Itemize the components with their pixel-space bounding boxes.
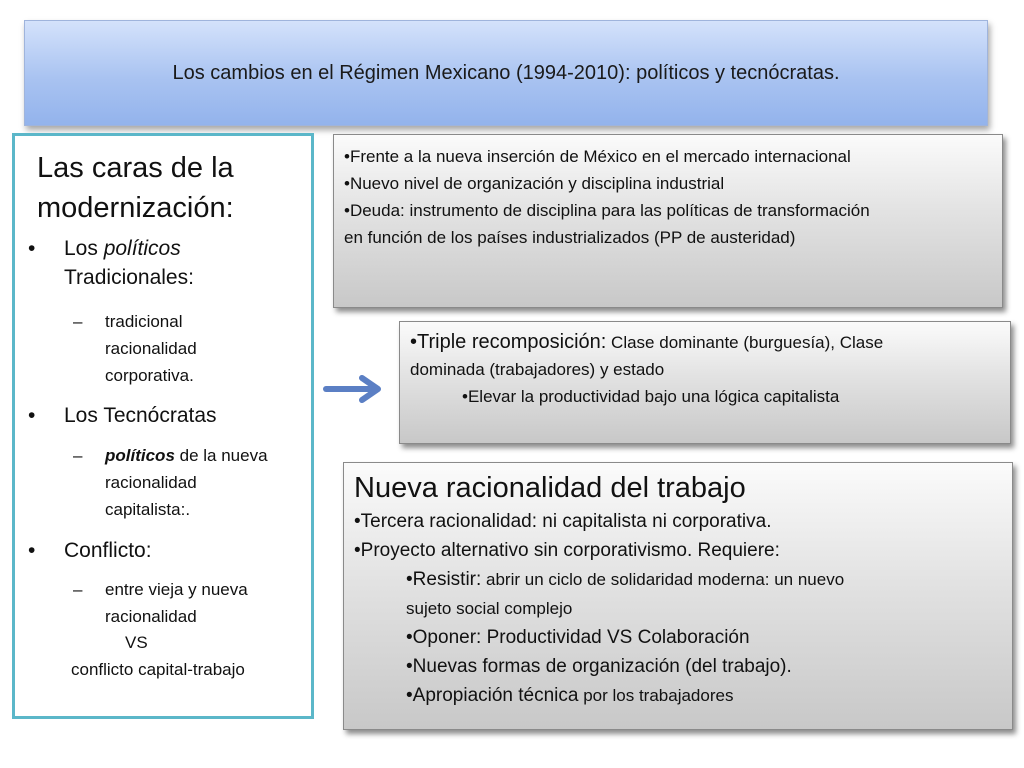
new-rationality-heading: Nueva racionalidad del trabajo — [354, 472, 746, 504]
recomposition-box: •Triple recomposición: Clase dominante (burguesía), Clase dominada (trabajadores) y estado •Elevar la productividad bajo una lógica capitalista — [399, 321, 1011, 444]
new-rationality-box: Nueva racionalidad del trabajo •Tercera racionalidad: ni capitalista ni corporativa. •Proyecto alternativo sin corporativismo. Requiere: •Resistir: abrir un ciclo de solidaridad moderna: un nuevo sujeto social complejo •Oponer: Productividad VS Colaboración •Nuevas formas de organización (del trabajo). •Apropiación técnica por los trabajadores — [343, 462, 1013, 730]
slide-title: Los cambios en el Régimen Mexicano (1994-2010): políticos y tecnócratas. — [172, 61, 840, 84]
apropiacion-lead: •Apropiación técnica — [406, 685, 579, 706]
dash-marker: – — [73, 312, 83, 331]
emphasis-politicos-bold: políticos — [105, 446, 175, 465]
dash-marker: – — [73, 446, 83, 465]
nuevas-formas-line: •Nuevas formas de organización (del trabajo). — [406, 656, 792, 677]
heading-line-2: modernización: — [37, 192, 234, 224]
right-arrow-icon — [322, 374, 386, 404]
left-panel: Las caras de la modernización: • Los políticos Tradicionales: – tradicional racionalidad corporativa. • Los Tecnócratas – políticos de la nueva racionalidad capitalista:. • Conflicto: – entre vieja y nueva racionalidad VS conflicto capital-trabajo — [12, 133, 314, 719]
title-box — [24, 20, 988, 126]
context-line: •Deuda: instrumento de disciplina para las políticas de transformación — [344, 201, 870, 220]
context-line: •Nuevo nivel de organización y disciplina industrial — [344, 174, 725, 193]
emphasis-politicos: políticos — [103, 237, 181, 260]
bullet-marker: • — [28, 404, 36, 427]
context-line: •Frente a la nueva inserción de México en el mercado internacional — [344, 147, 851, 166]
dash-marker: – — [73, 580, 83, 599]
context-line: en función de los países industrializados (PP de austeridad) — [344, 228, 796, 247]
bullet-marker: • — [28, 237, 36, 260]
heading-line-1: Las caras de la — [37, 152, 234, 184]
context-box — [333, 134, 1003, 308]
recomposition-lead: •Triple recomposición: — [410, 331, 607, 353]
conflict-label: conflicto capital-trabajo — [71, 660, 245, 679]
oponer-line: •Oponer: Productividad VS Colaboración — [406, 627, 750, 648]
productivity-line: •Elevar la productividad bajo una lógica capitalista — [462, 387, 840, 406]
bullet-marker: • — [28, 539, 36, 562]
vs-label: VS — [125, 633, 148, 652]
left-panel-heading — [37, 148, 234, 228]
resistir-lead: •Resistir: — [406, 569, 482, 590]
